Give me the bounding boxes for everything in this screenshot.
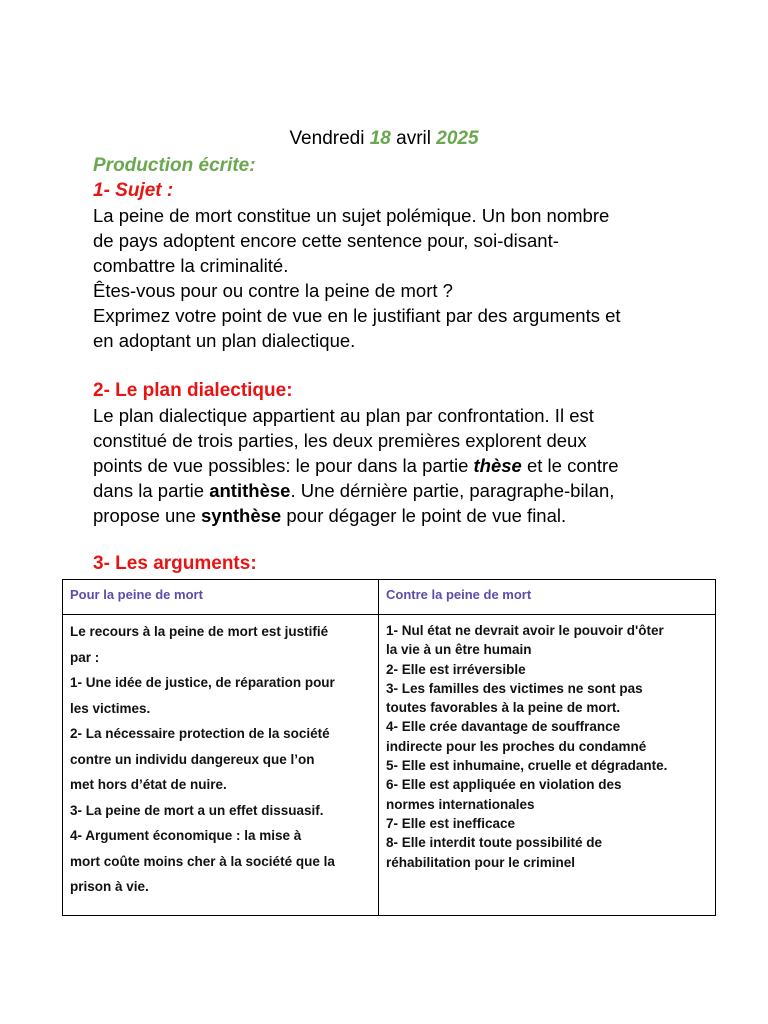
date-year: 2025 (436, 128, 479, 149)
header-contre: Contre la peine de mort (379, 580, 716, 615)
contre-line: réhabilitation pour le criminel (386, 854, 576, 870)
sujet-line: combattre la criminalité. (93, 255, 289, 276)
arguments-title: 3- Les arguments: (93, 553, 257, 574)
pour-cell (63, 615, 379, 916)
contre-line: 7- Elle est inefficace (386, 815, 516, 831)
sujet-line: de pays adoptent encore cette sentence pour, soi-disant- (93, 230, 559, 251)
sujet-line: en adoptant un plan dialectique. (93, 330, 356, 351)
pour-line: 1- Une idée de justice, de réparation pour (70, 675, 335, 690)
plan-text-segment: dans la partie (93, 480, 210, 501)
pour-line: prison à vie. (70, 879, 149, 894)
table-row (63, 615, 716, 916)
sujet-line: Êtes-vous pour ou contre la peine de mort ? (93, 280, 453, 301)
contre-line: la vie à un être humain (386, 642, 532, 658)
pour-line: met hors d’état de nuire. (70, 777, 227, 792)
contre-line: 6- Elle est appliquée en violation des (386, 777, 622, 793)
contre-cell (379, 615, 716, 916)
sujet-line: La peine de mort constitue un sujet polémique. Un bon nombre (93, 205, 610, 226)
date-day: Vendredi (289, 128, 365, 149)
arguments-table (62, 579, 716, 916)
contre-line: 5- Elle est inhumaine, cruelle et dégradante. (386, 758, 668, 774)
plan-text-segment: pour dégager le point de vue final. (281, 505, 567, 526)
contre-line: 8- Elle interdit toute possibilité de (386, 835, 603, 851)
plan-line (93, 453, 683, 478)
sujet-text (93, 203, 683, 353)
main-content (93, 153, 683, 528)
document-date (0, 128, 768, 150)
antithese-term: antithèse (209, 480, 291, 501)
table-header-row (63, 580, 716, 615)
page-heading: Production écrite: (93, 155, 256, 176)
plan-line: Le plan dialectique appartient au plan par confrontation. Il est (93, 405, 594, 426)
pour-line: mort coûte moins cher à la société que la (70, 853, 335, 869)
contre-line: indirecte pour les proches du condamné (386, 738, 647, 754)
pour-line: contre un individu dangereux que l’on (70, 751, 315, 767)
pour-line: 4- Argument économique : la mise à (70, 828, 302, 843)
plan-title: 2- Le plan dialectique: (93, 380, 293, 401)
contre-line: 3- Les familles des victimes ne sont pas (386, 680, 643, 696)
contre-line: 2- Elle est irréversible (386, 661, 526, 677)
pour-line: par : (70, 649, 100, 665)
plan-text-segment: . Une dérnière partie, paragraphe-bilan, (290, 480, 615, 501)
sujet-title: 1- Sujet : (93, 180, 174, 201)
pour-line: 3- La peine de mort a un effet dissuasif. (70, 802, 324, 818)
date-number: 18 (369, 128, 391, 149)
sujet-line: Exprimez votre point de vue en le justifiant par des arguments et (93, 305, 621, 326)
pour-line: les victimes. (70, 700, 151, 716)
header-pour: Pour la peine de mort (63, 580, 379, 615)
plan-text-segment: et le contre (521, 455, 619, 476)
these-term: thèse (473, 455, 522, 476)
pour-line: Le recours à la peine de mort est justifié (70, 624, 329, 639)
plan-text (93, 403, 683, 528)
plan-line (93, 478, 683, 503)
plan-text-segment: propose une (93, 505, 202, 526)
plan-line (93, 503, 683, 528)
contre-line: normes internationales (386, 796, 535, 812)
plan-line: constitué de trois parties, les deux premières explorent deux (93, 430, 587, 451)
date-month: avril (396, 128, 431, 149)
plan-text-segment: points de vue possibles: le pour dans la partie (93, 455, 474, 476)
contre-line: toutes favorables à la peine de mort. (386, 700, 621, 716)
contre-line: 1- Nul état ne devrait avoir le pouvoir d'ôter (386, 623, 664, 638)
pour-line: 2- La nécessaire protection de la société (70, 726, 330, 741)
synthese-term: synthèse (201, 505, 282, 526)
contre-line: 4- Elle crée davantage de souffrance (386, 719, 621, 735)
